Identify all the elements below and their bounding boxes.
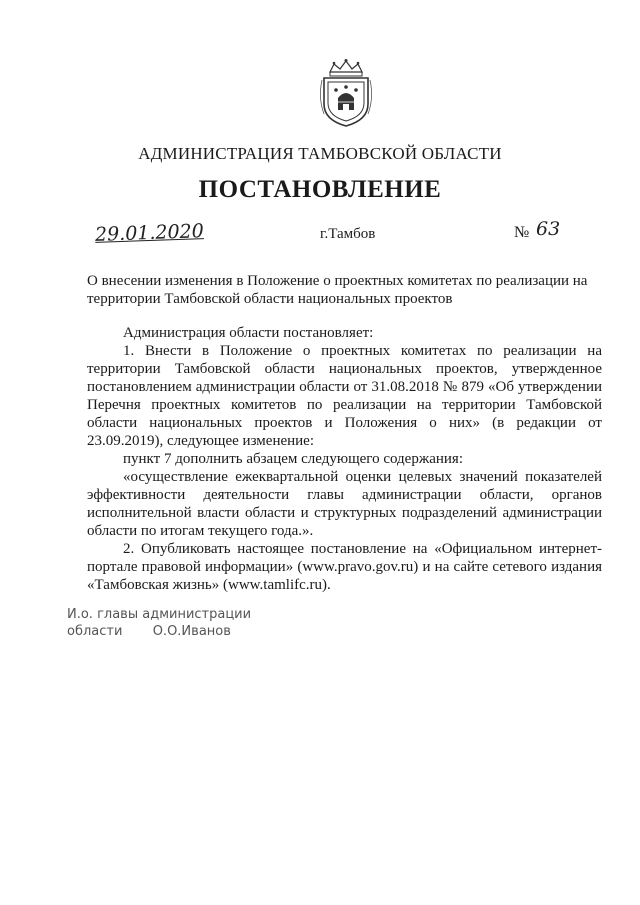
- document-type-heading: ПОСТАНОВЛЕНИЕ: [198, 176, 442, 203]
- body-item-1: 1. Внести в Положение о проектных комитетах по реализации на территории Тамбовской области национальных проектов, утвержденное постановлением администрации области от 31.08.2018 № 879 «Об утверждении Перечня проектных комитетов по реализации на территории Тамбовской области национальных проектов и Положения о них» (в редакции от 23.09.2019), следующее изменение:: [87, 343, 602, 449]
- body-intro: Администрация области постановляет:: [123, 325, 374, 341]
- body-item-1-sub: пункт 7 дополнить абзацем следующего содержания:: [123, 451, 463, 467]
- body-item-1-quote: «осуществление ежеквартальной оценки целевых значений показателей эффективности деятельности главы администрации области, органов исполнительной власти области и структурных подразделений администрации области по итогам текущего года.».: [87, 469, 602, 539]
- document-body: [87, 324, 602, 594]
- signature-title: И.о. главы администрации: [67, 607, 252, 622]
- body-item-2: 2. Опубликовать настоящее постановление на «Официальном интернет-портале правовой информации» (www.pravo.gov.ru) и на сайте сетевого издания «Тамбовская жизнь» (www.tamlifc.ru).: [87, 541, 602, 593]
- handwritten-number: 63: [536, 218, 561, 240]
- city-label: г.Тамбов: [320, 226, 376, 242]
- signature-block: [67, 606, 251, 640]
- number-label: №: [514, 224, 530, 241]
- coat-of-arms-emblem: [316, 58, 376, 128]
- signature-name: О.О.Иванов: [152, 624, 231, 639]
- handwritten-date: 29.01.2020: [94, 220, 205, 246]
- signature-position: области: [67, 624, 123, 639]
- organization-title: АДМИНИСТРАЦИЯ ТАМБОВСКОЙ ОБЛАСТИ: [138, 144, 502, 163]
- document-subject: О внесении изменения в Положение о проектных комитетах по реализации на территории Тамбовской области национальных проектов: [87, 273, 588, 307]
